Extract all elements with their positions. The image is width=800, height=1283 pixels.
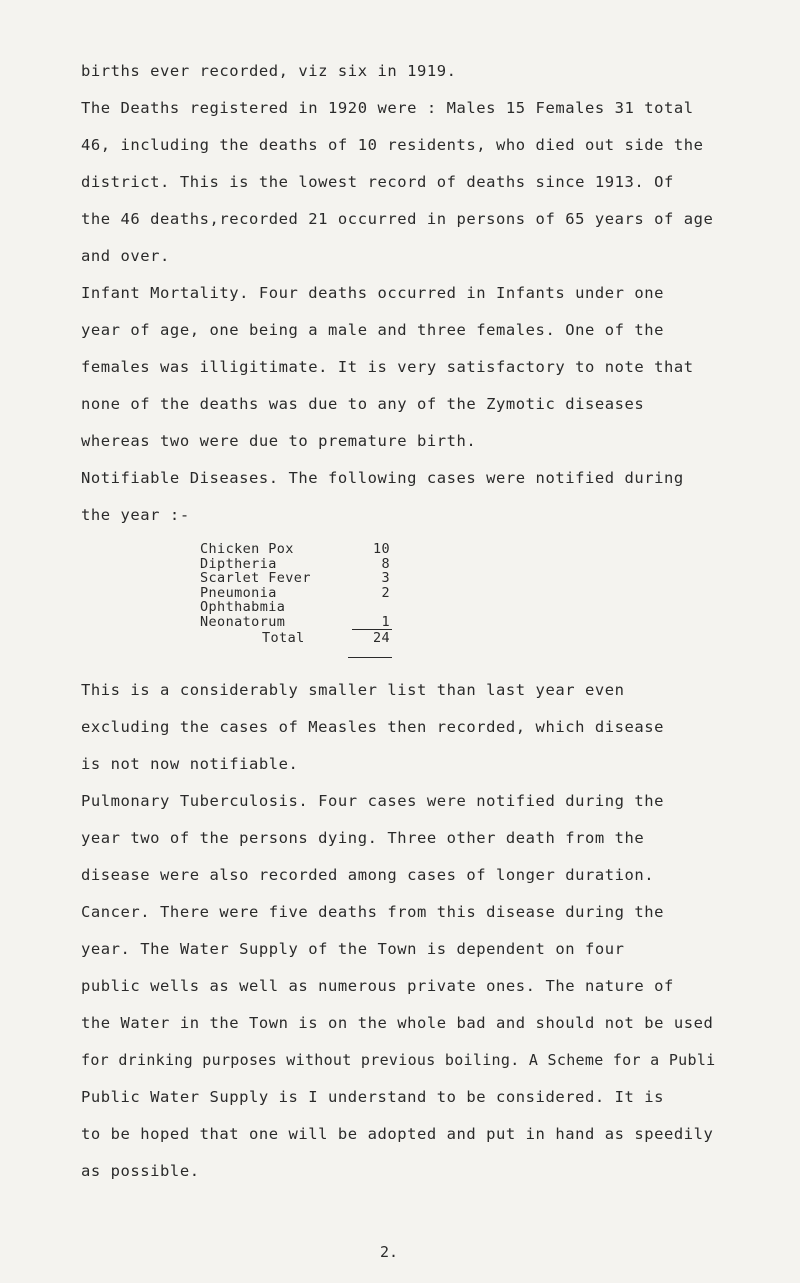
total-row: [200, 630, 410, 645]
table-row: [200, 614, 410, 629]
disease-count: 10: [372, 541, 390, 557]
text-line: This is a considerably smaller list than last year even: [81, 681, 625, 699]
total-value: 24: [372, 630, 390, 646]
text-line: Cancer. There were five deaths from this disease during the: [81, 903, 665, 921]
disease-name: Chicken Pox: [200, 541, 294, 557]
text-line: year. The Water Supply of the Town is dependent on four: [81, 940, 625, 958]
text-line: the year :-: [81, 506, 190, 524]
text-line: for drinking purposes without previous boiling. A Scheme for a Publi: [81, 1051, 716, 1069]
text-line: year two of the persons dying. Three other death from the: [81, 829, 645, 847]
text-line: births ever recorded, viz six in 1919.: [81, 62, 457, 80]
disease-name: Diptheria: [200, 555, 277, 572]
text-line: Notifiable Diseases. The following cases were notified during: [81, 469, 684, 487]
disease-count: 3: [381, 570, 390, 586]
table-row: [200, 585, 410, 600]
notifiable-diseases-table: [200, 541, 410, 645]
text-line: year of age, one being a male and three females. One of the: [81, 321, 665, 339]
text-line: females was illigitimate. It is very satisfactory to note that: [81, 358, 694, 376]
text-line: Public Water Supply is I understand to be considered. It is: [81, 1088, 665, 1106]
total-label: Total: [262, 630, 305, 646]
disease-name: Scarlet Fever: [200, 570, 311, 586]
disease-name: Neonatorum: [200, 613, 286, 630]
text-line: Infant Mortality. Four deaths occurred in Infants under one: [81, 284, 665, 302]
text-line: excluding the cases of Measles then recorded, which disease: [81, 718, 665, 736]
text-line: Pulmonary Tuberculosis. Four cases were notified during the: [81, 792, 665, 810]
text-line: public wells as well as numerous private ones. The nature of: [81, 977, 674, 995]
table-row: [200, 570, 410, 585]
disease-count: 8: [381, 555, 390, 572]
table-row: [200, 541, 410, 556]
text-line: The Deaths registered in 1920 were : Males 15 Females 31 total: [81, 99, 694, 117]
text-line: the Water in the Town is on the whole bad and should not be used: [81, 1014, 714, 1032]
text-line: as possible.: [81, 1162, 200, 1180]
disease-name: Ophthabmia: [200, 599, 286, 615]
text-line: 46, including the deaths of 10 residents, who died out side the: [81, 136, 704, 154]
text-line: and over.: [81, 247, 170, 265]
text-line: the 46 deaths,recorded 21 occurred in persons of 65 years of age: [81, 210, 714, 228]
text-line: to be hoped that one will be adopted and put in hand as speedily: [81, 1125, 714, 1143]
page-number: 2.: [380, 1243, 399, 1261]
text-line: disease were also recorded among cases of longer duration.: [81, 866, 655, 884]
text-line: district. This is the lowest record of deaths since 1913. Of: [81, 173, 674, 191]
total-rule: [348, 657, 392, 658]
disease-count: 1: [381, 613, 390, 630]
text-line: none of the deaths was due to any of the Zymotic diseases: [81, 395, 645, 413]
text-line: is not now notifiable.: [81, 755, 299, 773]
disease-name: Pneumonia: [200, 584, 277, 601]
table-row: [200, 599, 410, 614]
disease-count: 2: [381, 584, 390, 601]
text-line: whereas two were due to premature birth.: [81, 432, 477, 450]
table-row: [200, 556, 410, 571]
